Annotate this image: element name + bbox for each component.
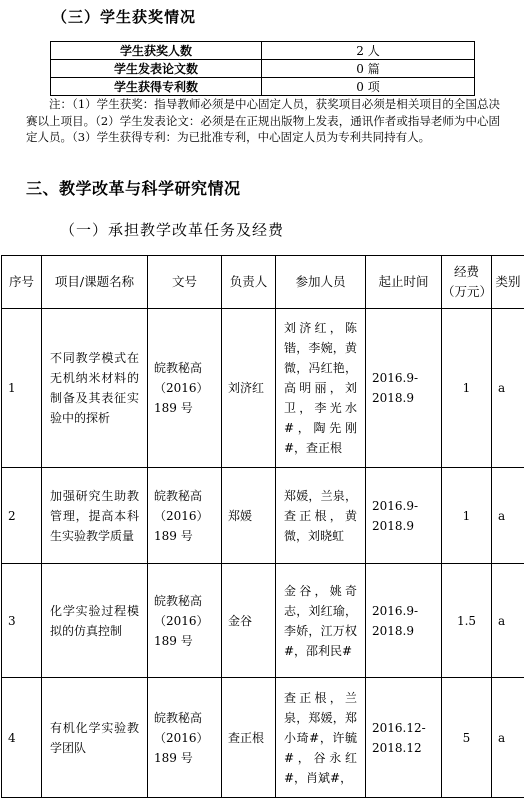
row-lead: 刘济红 <box>222 309 276 468</box>
row-doc: 皖教秘高（2016）189 号 <box>148 564 222 678</box>
row-members: 金谷，姚奇志，刘红瑜，李娇，江万权#，邵利民# <box>276 564 366 678</box>
award-value: 0 篇 <box>262 60 475 78</box>
header-lead: 负责人 <box>222 256 276 309</box>
header-title: 项目/课题名称 <box>42 256 148 309</box>
table-row <box>2 468 524 564</box>
student-awards-heading: （三）学生获奖情况 <box>52 6 196 27</box>
award-label: 学生发表论文数 <box>51 60 262 78</box>
row-category: a <box>492 678 524 798</box>
header-members: 参加人员 <box>276 256 366 309</box>
row-funding: 1 <box>442 468 492 564</box>
row-doc: 皖教秘高（2016）189 号 <box>148 468 222 564</box>
row-lead: 郑媛 <box>222 468 276 564</box>
row-no: 1 <box>2 309 42 468</box>
table-row <box>51 42 475 60</box>
section-title: 三、教学改革与科学研究情况 <box>26 176 241 199</box>
row-funding: 1.5 <box>442 564 492 678</box>
row-category: a <box>492 564 524 678</box>
header-category: 类别 <box>492 256 524 309</box>
projects-table <box>1 255 524 798</box>
table-row <box>2 309 524 468</box>
row-members: 查正根，兰泉，郑媛，郑小琦#，许毓#，谷永红#，肖斌#， <box>276 678 366 798</box>
row-period: 2016.12-2018.12 <box>366 678 442 798</box>
row-period: 2016.9-2018.9 <box>366 468 442 564</box>
award-label: 学生获奖人数 <box>51 42 262 60</box>
row-funding: 1 <box>442 309 492 468</box>
row-category: a <box>492 468 524 564</box>
row-lead: 查正根 <box>222 678 276 798</box>
header-no: 序号 <box>2 256 42 309</box>
row-title: 有机化学实验教学团队 <box>42 678 148 798</box>
row-category: a <box>492 309 524 468</box>
row-title: 化学实验过程模拟的仿真控制 <box>42 564 148 678</box>
header-doc: 文号 <box>148 256 222 309</box>
table-header-row <box>2 256 524 309</box>
student-awards-table <box>50 41 475 96</box>
row-lead: 金谷 <box>222 564 276 678</box>
row-no: 2 <box>2 468 42 564</box>
table-row <box>51 78 475 96</box>
awards-note: 注：（1）学生获奖：指导教师必须是中心固定人员，获奖项目必须是相关项目的全国总决赛以上项目。（2）学生发表论文：必须是在正规出版物上发表，通讯作者或指导老师为中心固定人员。（3）学生获得专利：为已批准专利，中心固定人员为专利共同持有人。 <box>26 96 500 146</box>
row-no: 3 <box>2 564 42 678</box>
table-row <box>51 60 475 78</box>
award-value: 2 人 <box>262 42 475 60</box>
row-doc: 皖教秘高（2016）189 号 <box>148 678 222 798</box>
table-row <box>2 564 524 678</box>
row-title: 加强研究生助教管理，提高本科生实验教学质量 <box>42 468 148 564</box>
section-subtitle: （一）承担教学改革任务及经费 <box>60 219 284 240</box>
row-funding: 5 <box>442 678 492 798</box>
header-period: 起止时间 <box>366 256 442 309</box>
row-period: 2016.9-2018.9 <box>366 564 442 678</box>
row-no: 4 <box>2 678 42 798</box>
award-label: 学生获得专利数 <box>51 78 262 96</box>
row-doc: 皖教秘高（2016）189 号 <box>148 309 222 468</box>
row-title: 不同教学模式在无机纳米材料的制备及其表征实验中的探析 <box>42 309 148 468</box>
table-row <box>2 678 524 798</box>
row-period: 2016.9-2018.9 <box>366 309 442 468</box>
row-members: 刘济红，陈锴，李婉，黄微，冯红艳，高明丽，刘卫，李光水#，陶先刚#，查正根 <box>276 309 366 468</box>
header-funding: 经费（万元） <box>442 256 492 309</box>
row-members: 郑媛，兰泉，查正根，黄微，刘晓虹 <box>276 468 366 564</box>
award-value: 0 项 <box>262 78 475 96</box>
